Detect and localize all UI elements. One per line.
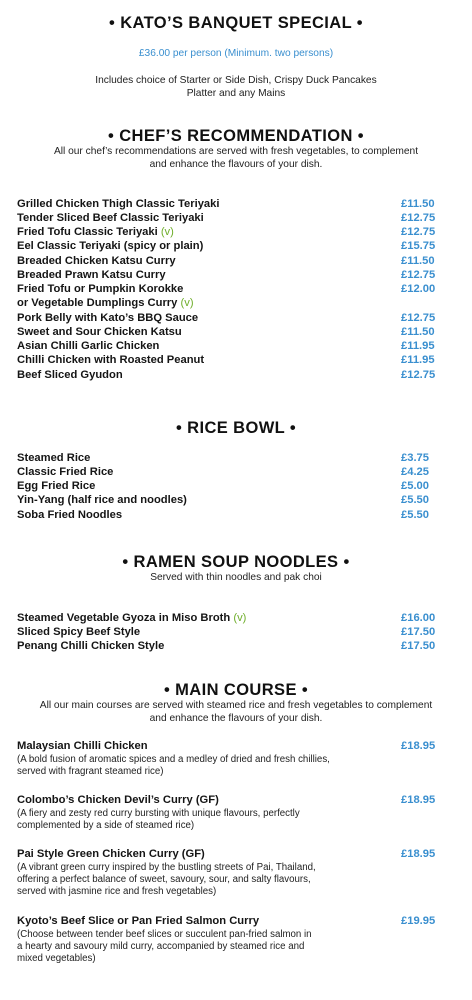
- menu-item-price: £5.00: [401, 480, 429, 492]
- menu-item-name: Breaded Prawn Katsu Curry: [17, 269, 166, 281]
- menu-item-name: Grilled Chicken Thigh Classic Teriyaki: [17, 198, 220, 210]
- menu-item-name: Sweet and Sour Chicken Katsu: [17, 326, 182, 338]
- menu-item-name: or Vegetable Dumplings Curry (v): [17, 297, 194, 309]
- menu-item-price: £18.95: [401, 740, 436, 752]
- vegetarian-tag: (v): [180, 297, 194, 309]
- mains-title: • MAIN COURSE •: [163, 681, 309, 699]
- menu-item-price: £17.50: [401, 640, 436, 652]
- menu-item-name: Fried Tofu or Pumpkin Korokke: [17, 283, 184, 295]
- menu-item-price: £12.75: [401, 312, 436, 324]
- vegetarian-tag: (v): [160, 226, 174, 238]
- menu-item-description: (Choose between tender beef slices or succulent pan-fried salmon in a hearty and savoury mild curry, accompanied by steamed rice and mixed vegetables): [17, 929, 312, 965]
- menu-item-price: £15.75: [401, 240, 436, 252]
- menu-item-name: Steamed Vegetable Gyoza in Miso Broth (v): [17, 612, 247, 624]
- banquet-includes-line-1: Includes choice of Starter or Side Dish, Crispy Duck Pancakes: [95, 75, 377, 86]
- menu-item-name: Egg Fried Rice: [17, 480, 96, 492]
- menu-item-price: £12.75: [401, 226, 436, 238]
- menu-item-description: (A bold fusion of aromatic spices and a medley of dried and fresh chillies, served with fragrant steamed rice): [17, 754, 330, 778]
- banquet-title: • KATO’S BANQUET SPECIAL •: [109, 14, 363, 32]
- menu-item-price: £11.50: [401, 198, 435, 210]
- ramen-subtitle: Served with thin noodles and pak choi: [150, 572, 322, 583]
- menu-item-price: £3.75: [401, 452, 429, 464]
- menu-item-name: Steamed Rice: [17, 452, 91, 464]
- menu-item-price: £17.50: [401, 626, 436, 638]
- menu-item-price: £12.75: [401, 369, 436, 381]
- menu-item-price: £5.50: [401, 494, 429, 506]
- menu-item-name: Pai Style Green Chicken Curry (GF): [17, 848, 205, 860]
- menu-item-name: Sliced Spicy Beef Style: [17, 626, 141, 638]
- menu-item-name: Fried Tofu Classic Teriyaki (v): [17, 226, 174, 238]
- banquet-price-note: £36.00 per person (Minimum. two persons): [138, 48, 334, 59]
- mains-intro-line-2: and enhance the flavours of your dish.: [149, 713, 323, 724]
- menu-item-price: £18.95: [401, 848, 436, 860]
- menu-item-description: (A fiery and zesty red curry bursting with unique flavours, perfectly complemented by a side of steamed rice): [17, 808, 300, 832]
- menu-item-name: Asian Chilli Garlic Chicken: [17, 340, 160, 352]
- mains-intro-line-1: All our main courses are served with steamed rice and fresh vegetables to complement: [39, 700, 433, 711]
- menu-item-price: £12.75: [401, 212, 436, 224]
- chefs-intro-line-2: and enhance the flavours of your dish.: [149, 159, 323, 170]
- menu-item-name: Classic Fried Rice: [17, 466, 114, 478]
- menu-item-price: £4.25: [401, 466, 429, 478]
- menu-item-name: Penang Chilli Chicken Style: [17, 640, 165, 652]
- menu-item-name: Chilli Chicken with Roasted Peanut: [17, 354, 205, 366]
- menu-item-price: £19.95: [401, 915, 436, 927]
- menu-item-name: Beef Sliced Gyudon: [17, 369, 123, 381]
- menu-item-price: £11.50: [401, 255, 435, 267]
- menu-item-name: Kyoto’s Beef Slice or Pan Fried Salmon Curry: [17, 915, 260, 927]
- menu-item-name: Yin-Yang (half rice and noodles): [17, 494, 187, 506]
- menu-item-price: £11.95: [401, 340, 435, 352]
- menu-item-name: Colombo’s Chicken Devil’s Curry (GF): [17, 794, 219, 806]
- chefs-intro-line-1: All our chef’s recommendations are served with fresh vegetables, to complement: [53, 146, 419, 157]
- menu-item-name: Tender Sliced Beef Classic Teriyaki: [17, 212, 204, 224]
- menu-item-name: Eel Classic Teriyaki (spicy or plain): [17, 240, 204, 252]
- menu-item-description: (A vibrant green curry inspired by the bustling streets of Pai, Thailand, offering a perfect balance of sweet, savoury, sour, and salty flavours, served with jasmine rice and fresh vegetables): [17, 862, 316, 898]
- menu-item-price: £5.50: [401, 509, 429, 521]
- menu-item-price: £12.75: [401, 269, 436, 281]
- menu-item-name: Pork Belly with Kato’s BBQ Sauce: [17, 312, 199, 324]
- menu-item-price: £11.95: [401, 354, 435, 366]
- chefs-title: • CHEF’S RECOMMENDATION •: [108, 127, 364, 145]
- menu-item-name: Breaded Chicken Katsu Curry: [17, 255, 176, 267]
- ramen-title: • RAMEN SOUP NOODLES •: [122, 553, 350, 571]
- menu-item-name: Malaysian Chilli Chicken: [17, 740, 148, 752]
- menu-item-price: £11.50: [401, 326, 435, 338]
- vegetarian-tag: (v): [233, 612, 247, 624]
- banquet-includes-line-2: Platter and any Mains: [186, 88, 286, 99]
- rice-title: • RICE BOWL •: [175, 419, 297, 437]
- menu-item-name: Soba Fried Noodles: [17, 509, 123, 521]
- menu-item-price: £18.95: [401, 794, 436, 806]
- menu-item-price: £12.00: [401, 283, 436, 295]
- menu-item-price: £16.00: [401, 612, 436, 624]
